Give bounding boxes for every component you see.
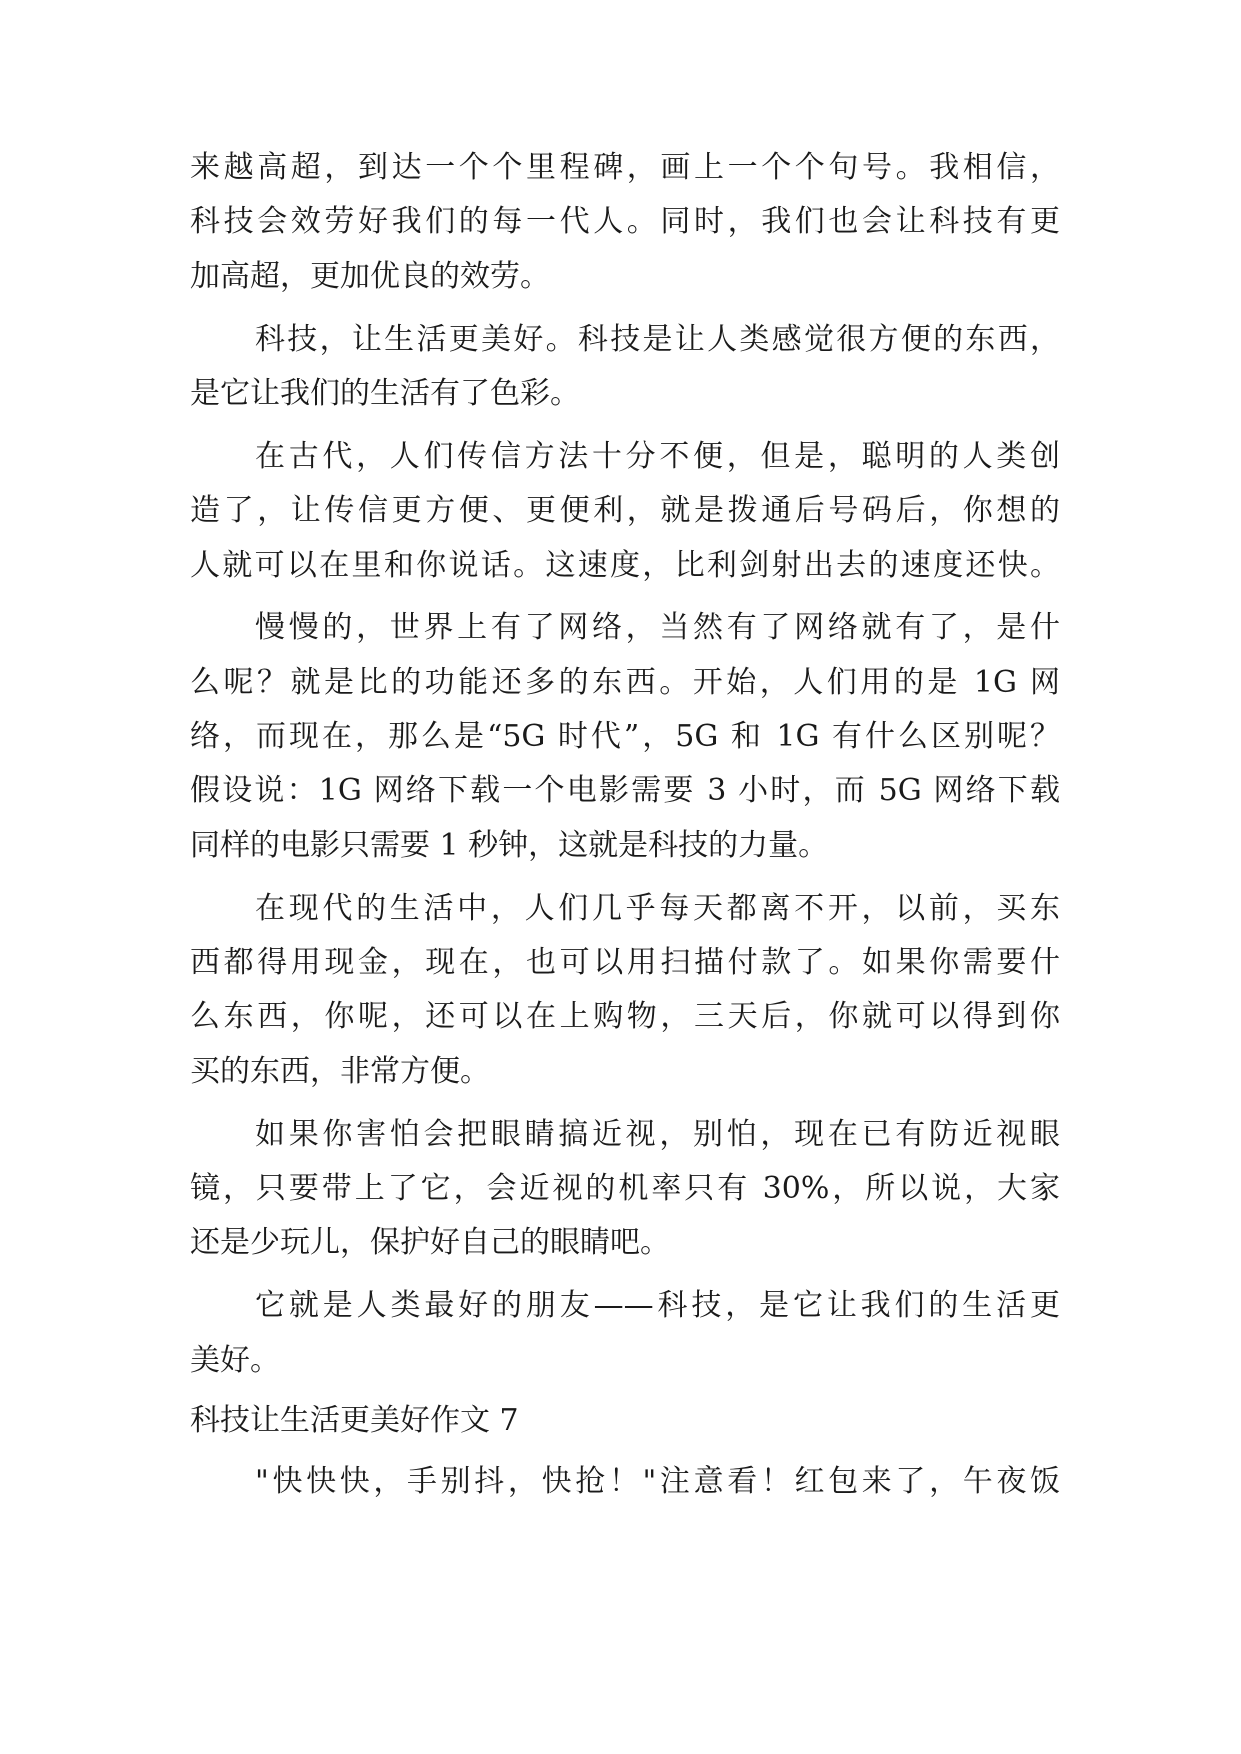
text-line: 美好。 — [190, 1343, 280, 1378]
text-line: 假设说：1G 网络下载一个电影需要 3 小时，而 5G 网络下载 — [190, 773, 1060, 808]
text-line: 在古代，人们传信方法十分不便，但是，聪明的人类创 — [255, 439, 1060, 474]
text-line: 如果你害怕会把眼睛搞近视，别怕，现在已有防近视眼 — [255, 1117, 1060, 1152]
text-line: 络，而现在，那么是“5G 时代”，5G 和 1G 有什么区别呢？ — [190, 719, 1060, 754]
text-line: 在现代的生活中，人们几乎每天都离不开，以前，买东 — [255, 891, 1060, 926]
text-line: 还是少玩儿，保护好自己的眼睛吧。 — [190, 1225, 670, 1260]
text-line: 慢慢的，世界上有了网络，当然有了网络就有了，是什 — [255, 610, 1060, 645]
text-line: 么东西，你呢，还可以在上购物，三天后，你就可以得到你 — [190, 999, 1060, 1034]
text-line: 同样的电影只需要 1 秒钟，这就是科技的力量。 — [190, 828, 829, 863]
text-line: 买的东西，非常方便。 — [190, 1054, 490, 1089]
text-line: 科技会效劳好我们的每一代人。同时，我们也会让科技有更 — [190, 204, 1060, 239]
text-line: 加高超，更加优良的效劳。 — [190, 259, 550, 294]
text-line: 人就可以在里和你说话。这速度，比利剑射出去的速度还快。 — [190, 548, 1060, 583]
text-line: "快快快，手别抖，快抢！"注意看！红包来了，午夜饭 — [255, 1464, 1060, 1499]
text-line: 镜，只要带上了它，会近视的机率只有 30%，所以说，大家 — [190, 1171, 1060, 1206]
text-line: 造了，让传信更方便、更便利，就是拨通后号码后，你想的 — [190, 493, 1060, 528]
section-heading: 科技让生活更美好作文 7 — [190, 1403, 519, 1438]
text-line: 是它让我们的生活有了色彩。 — [190, 376, 580, 411]
text-line: 么呢？就是比的功能还多的东西。开始，人们用的是 1G 网 — [190, 665, 1060, 700]
text-line: 科技，让生活更美好。科技是让人类感觉很方便的东西， — [255, 322, 1060, 357]
text-line: 它就是人类最好的朋友——科技，是它让我们的生活更 — [255, 1288, 1060, 1323]
text-line: 来越高超，到达一个个里程碑，画上一个个句号。我相信， — [190, 150, 1060, 185]
text-line: 西都得用现金，现在，也可以用扫描付款了。如果你需要什 — [190, 945, 1060, 980]
